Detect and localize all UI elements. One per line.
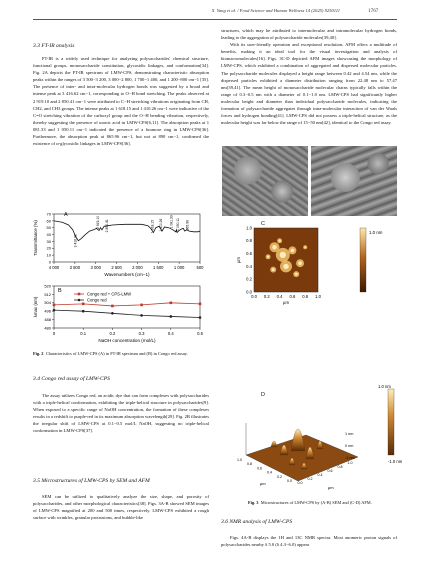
ftir-y-tick-label: 40: [46, 231, 51, 237]
afm-c-colorbar: [360, 228, 366, 292]
congo-legend-marker: [78, 299, 81, 302]
afm-c-particle-peak: [280, 252, 286, 258]
afm-c-colorbar-label: 1.0 nm: [369, 230, 383, 235]
afm-d-colorbar-top-label: 1.0 nm: [378, 384, 391, 389]
ftir-x-axis-label: Wavenumbers (cm−1): [104, 272, 150, 277]
congo-x-tick-label: 0.3: [138, 331, 145, 336]
afm-d-y-tick-label: 0.8: [247, 462, 252, 467]
ftir-peak-label: 1 618.15: [150, 219, 155, 234]
afm-c-y-tick-label: 0.6: [246, 251, 252, 256]
right-text-nmr: [221, 534, 397, 548]
ftir-x-tick-label: 4 000: [48, 265, 60, 270]
section-heading-3-4: 3.4 Congo red assay of LMW-CPS: [33, 376, 110, 382]
paragraph-structures: structures, which may be attributed to intermolecular and intramolecular hydrogen bonds, leading to the aggregation of polysaccharide molecules[39,40].: [221, 28, 397, 41]
afm-c-y-tick-label: 0.2: [246, 276, 252, 282]
left-text-sem: [33, 493, 209, 521]
ftir-y-tick-label: 70: [46, 211, 51, 217]
congo-data-point: [82, 310, 85, 313]
congo-data-point: [170, 302, 173, 305]
afm-c-particle-peak: [283, 264, 288, 269]
congo-data-point: [111, 312, 114, 315]
ftir-x-tick-label: 3 500: [69, 265, 81, 270]
fig3-caption-label: Fig. 3: [248, 500, 259, 505]
congo-y-tick-label: 480: [44, 325, 51, 331]
ftir-x-tick-label: 1 000: [173, 265, 185, 270]
afm-d-colorbar-bottom-label: -1.0 nm: [388, 459, 403, 464]
congo-legend-label: Congo red: [87, 297, 107, 303]
fig2-panel-a-label: A: [64, 212, 68, 218]
congo-x-tick-label: 0: [52, 331, 56, 336]
afm-d-z-tick-label: -1 nm: [345, 456, 355, 460]
ftir-spectrum-chart: [32, 210, 212, 280]
ftir-peak-label: 1 410.26: [159, 218, 164, 232]
afm-d-x-tick-label: 0.2: [307, 477, 313, 481]
fig3-panel-c-label: C: [261, 221, 265, 227]
congo-data-point: [53, 309, 56, 312]
ftir-x-tick-label: 2 000: [132, 265, 143, 270]
afm-d-x-tick-label: 0.6: [327, 469, 333, 473]
afm-c-particle-peak: [272, 268, 275, 271]
congo-y-tick-label: 496: [44, 308, 51, 314]
afm-c-y-unit: μm: [236, 257, 241, 263]
congo-legend-label: Congo red + CPS-LMW: [87, 291, 132, 297]
afm-c-x-tick-label: 0.2: [263, 294, 270, 299]
afm-d-y-tick-label: 0.0: [287, 479, 292, 483]
left-text-congo: [33, 392, 209, 435]
congo-y-tick-label: 512: [44, 291, 51, 297]
paragraph-congo: The assay utilizes Congo red, an acidic dye that can form complexes with polysaccharides with a triple-helical conformation, exhibiting the triple-helical structure in polysaccharides[9]. When exposed to a specific range of NaOH concentration, the formation of these complexes results in a redshift to purple-red in its maximum absorption wavelength[29]. Fig. 2B illustrates the irregular shift of LMW-CPS at 0.1−0.5 mol/L NaOH, suggesting no triple-helical conformation in LMW-CPS[37].: [33, 393, 209, 434]
congo-series-line: [54, 303, 200, 306]
ftir-y-tick-label: 30: [46, 238, 51, 244]
fig2-panel-b-label: B: [58, 288, 62, 294]
afm-c-particle-peak: [278, 240, 280, 242]
ftir-peak-label: 865.96: [185, 219, 190, 231]
sem-image-b: [311, 146, 397, 216]
congo-legend-marker: [78, 293, 81, 296]
paragraph-ftir: FT-IR is a widely used technique for analyzing polysaccharides' chemical structure, functional groups, monosaccharide constitution, glycosidic linkages, and conformation[34]. Fig. 2A depicts the FT-IR spectrum of LMW-CPS, demonstrating characteristic absorption peaks within the ranges of 3 500−3 200, 3 000−2 800, 1 700−1 400, and 1 200−800 cm−1 [35]. The presence of inter- and intra-molecular hydrogen bonds was suggested by a broad and intense peak at 3 416.62 cm−1, corresponding to O−H bond stretching. The peaks observed at 2 919.10 and 2 850.41 cm−1 were attributed to C−H stretching vibrations originating from CH, CH2, and CH3 groups. The intense peaks at 1 618.15 and 1 410.26 cm−1 were indicative of the C=O stretching vibration of the carboxyl group and the O−H bending vibration, respectively, thereby suggesting the presence of uronic acid in LMW-CPS[6,11]. The absorption peaks at 1 081.33 and 1 050.11 cm−1 indicated the presence of a furanose ring in LMW-CPS[36]. Furthermore, the absorption peak at 865.96 cm−1, but not at 890 cm−1, confirmed the existence of α-glycosidic linkages in LMW-CPS[36].: [33, 56, 209, 147]
ftir-x-tick-label: 3 000: [90, 265, 101, 270]
afm-d-x-tick-label: 0.0: [297, 481, 303, 485]
congo-data-point: [170, 315, 173, 318]
afm-c-particle-peak: [304, 246, 306, 248]
section-heading-3-6: 3.6 NMR analysis of LMW-CPS: [221, 519, 293, 525]
afm-c-x-tick-label: 0.6: [289, 294, 296, 299]
afm-d-y-tick-label: 1.0: [237, 458, 242, 462]
congo-x-tick-label: 0.4: [167, 331, 174, 336]
ftir-y-tick-label: 60: [46, 218, 51, 224]
congo-y-tick-label: 520: [44, 283, 51, 289]
afm-c-y-tick-label: 1.0: [246, 225, 252, 231]
section-heading-3-5: 3.5 Microstructures of LMW-CPS by SEM and AFM: [33, 478, 150, 484]
afm-d-x-tick-label: 1.0: [347, 461, 353, 465]
congo-x-tick-label: 0.2: [109, 331, 116, 336]
afm-d-y-tick-label: 0.6: [257, 466, 262, 471]
afm-2d-image-c: [228, 224, 408, 304]
congo-x-axis-label: NaOH concentration (mol/L): [98, 338, 156, 343]
afm-d-x-unit: μm: [328, 485, 334, 490]
afm-d-x-tick-label: 0.8: [337, 465, 343, 469]
ftir-y-tick-label: 10: [46, 252, 51, 258]
congo-red-chart: [32, 282, 212, 344]
ftir-y-tick-label: 0: [48, 259, 51, 265]
section-heading-3-3: 3.3 FT-IR analysis: [33, 43, 75, 49]
ftir-x-tick-label: 1 500: [153, 265, 164, 270]
congo-data-point: [199, 303, 202, 306]
afm-d-y-tick-label: 0.4: [267, 470, 272, 475]
fig3-caption: [248, 500, 398, 507]
congo-y-axis-label: λmax (nm): [33, 296, 38, 318]
ftir-y-tick-label: 20: [46, 245, 51, 251]
congo-data-point: [140, 304, 143, 307]
afm-d-z-tick-label: 1 nm: [345, 432, 354, 436]
afm-c-particle-peak: [291, 249, 295, 253]
afm-c-y-tick-label: 0.8: [246, 238, 252, 244]
paragraph-nmr: Figs. 4A-B displays the 1H and 13C NMR spectra. Most anomeric proton signals of polysaccharides nearby δ 5.0 (δ 4.3−6.0) appear: [221, 535, 397, 548]
afm-d-colorbar: [388, 389, 394, 455]
ftir-peak-label: 2 919.10: [96, 215, 101, 230]
afm-c-x-tick-label: 0.8: [302, 294, 309, 299]
afm-c-particle-peak: [272, 245, 277, 250]
congo-data-point: [140, 314, 143, 317]
afm-d-z-tick-label: 0 nm: [345, 444, 354, 448]
afm-c-particle-peak: [267, 256, 269, 258]
afm-c-x-tick-label: 0.4: [276, 294, 283, 299]
right-text-top: [221, 27, 397, 126]
congo-data-point: [82, 303, 85, 306]
afm-c-x-unit: μm: [283, 300, 289, 305]
afm-d-peak: [271, 441, 277, 447]
congo-data-point: [53, 304, 56, 307]
congo-y-tick-label: 504: [44, 300, 51, 306]
afm-c-y-tick-label: 0.0: [246, 289, 252, 295]
page-number: 1767: [368, 8, 379, 14]
paragraph-afm: With its user-friendly operation and exceptional resolution, AFM offers a multitude of benefits, making it an ideal tool for the visual investigation and analysis of biomacromolecules[16]. Figs. 3C-D depicted AFM images showcasing the morphology of LMW-CPS, which exhibited a combination of aggregated and dispersed molecular particles. The polysaccharide molecules displayed a height range between 0.42 and 4.54 nm, while the dispersed particles exhibited a diameter distribution ranging from 22.48 nm to 57.47 nm[39,41]. The mean height of monosaccharide molecular chains typically falls within the range of 0.3−0.5 nm with a diameter of 0.1−1.0 nm. LMW-CPS had significantly higher molecular height and diameter than individual polysaccharide molecules, indicating the formation of polysaccharide aggregates through intra-molecular interaction of van der Waals forces and hydrogen bonding[41]. LMW-CPS did not possess a triple-helical structure, as the molecular height was far below the range of 15−50 nm[42], identical to the Congo red assay.: [221, 42, 397, 126]
afm-3d-image-d: [228, 385, 408, 495]
fig3-caption-text: Microstructures of LMW-CPS by (A-B) SEM and (C-D) AFM.: [260, 500, 372, 505]
congo-x-tick-label: 0.1: [80, 331, 87, 336]
fig2-caption-label: Fig. 2: [33, 351, 44, 356]
afm-d-y-tick-label: 0.2: [277, 474, 282, 479]
afm-d-peak: [291, 429, 305, 451]
ftir-x-tick-label: 500: [196, 265, 204, 270]
afm-d-x-tick-label: 0.4: [317, 473, 323, 477]
ftir-peak-label: 1 050.11: [176, 218, 181, 231]
header-rule: [33, 19, 397, 20]
afm-c-x-tick-label: 0.0: [251, 294, 257, 299]
running-header: X. Yang et al. / Food Science and Human Wellness 14 (2025) 9250111: [211, 8, 340, 13]
left-text-ftir: [33, 55, 209, 147]
congo-y-tick-label: 488: [44, 317, 51, 322]
ftir-y-axis-label: Transmittance (%): [33, 220, 38, 256]
congo-series-line: [54, 310, 200, 317]
afm-c-particle-peak: [295, 273, 298, 276]
ftir-peak-label: 2 850.41: [104, 219, 109, 233]
afm-c-y-tick-label: 0.4: [246, 263, 252, 269]
congo-x-tick-label: 0.5: [197, 331, 203, 336]
ftir-peak-label: 1 081.33: [169, 215, 174, 229]
fig3-panel-d-label: D: [261, 392, 265, 398]
fig2-caption: [33, 351, 209, 358]
paragraph-sem: SEM can be utilized to qualitatively analyze the size, shape, and porosity of polysaccharides, and other morphological characteristics[38]. Figs. 3A-B showed SEM images of LMW-CPS magnified at 200 and 500 times, respectively. LMW-CPS exhibited a rough surface with wrinkles, granular protrusions, and bubble-like: [33, 494, 209, 521]
congo-data-point: [111, 305, 114, 308]
ftir-x-tick-label: 2 500: [111, 265, 122, 270]
congo-data-point: [199, 316, 202, 319]
ftir-peak-label: 3 416.62: [73, 234, 78, 248]
afm-c-particle-peak: [298, 261, 302, 265]
afm-c-x-tick-label: 1.0: [315, 294, 321, 299]
sem-image-a: [222, 146, 308, 216]
ftir-y-tick-label: 50: [46, 225, 51, 231]
fig2-caption-text: Characteristics of LMW-CPS (A) in FT-IR spectrum and (B) in Congo red assay.: [45, 351, 188, 356]
afm-d-y-unit: μm: [260, 481, 266, 486]
